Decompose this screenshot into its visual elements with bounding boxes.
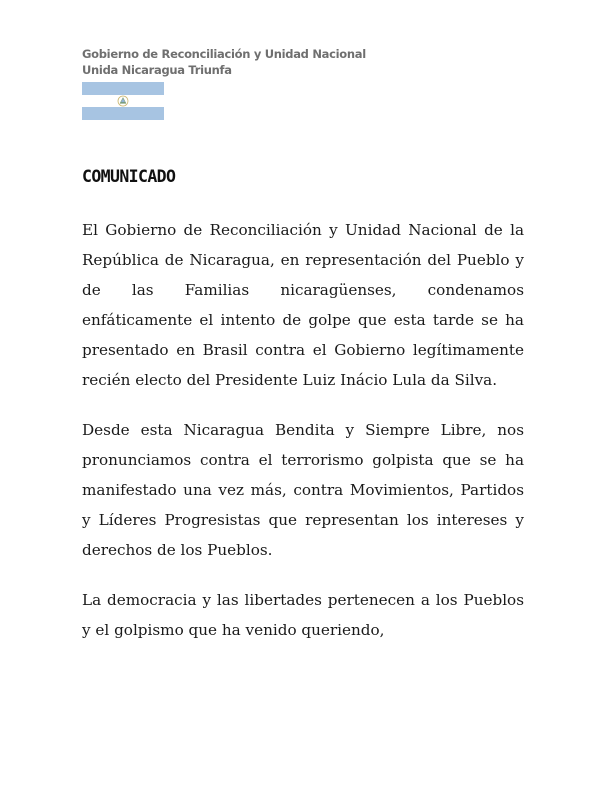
paragraph-2: Desde esta Nicaragua Bendita y Siempre Libre, nos pronunciamos contra el terrorismo golpista que se ha manifestado una vez más, contra Movimientos, Partidos y Líderes Progresistas que representan los intereses y derechos de los Pueblos. <box>82 420 524 559</box>
nicaragua-flag <box>82 82 164 120</box>
letterhead-line-2: Unida Nicaragua Triunfa <box>82 63 232 77</box>
letterhead <box>82 46 366 78</box>
nicaragua-coat-of-arms-icon <box>117 95 129 107</box>
paragraph-1: El Gobierno de Reconciliación y Unidad Nacional de la República de Nicaragua, en representación del Pueblo y de las Familias nicaragüenses, condenamos enfáticamente el intento de golpe que esta tarde se ha presentado en Brasil contra el Gobierno legítimamente recién electo del Presidente Luiz Inácio Lula da Silva. <box>82 221 524 389</box>
letterhead-line-1: Gobierno de Reconciliación y Unidad Nacional <box>82 47 366 61</box>
document-body <box>82 216 524 666</box>
flag-stripe-top <box>82 82 164 95</box>
paragraph-3: La democracia y las libertades pertenecen a los Pueblos y el golpismo que ha venido queriendo, <box>82 590 524 639</box>
flag-stripe-bottom <box>82 107 164 120</box>
document-title: COMUNICADO <box>82 167 176 186</box>
